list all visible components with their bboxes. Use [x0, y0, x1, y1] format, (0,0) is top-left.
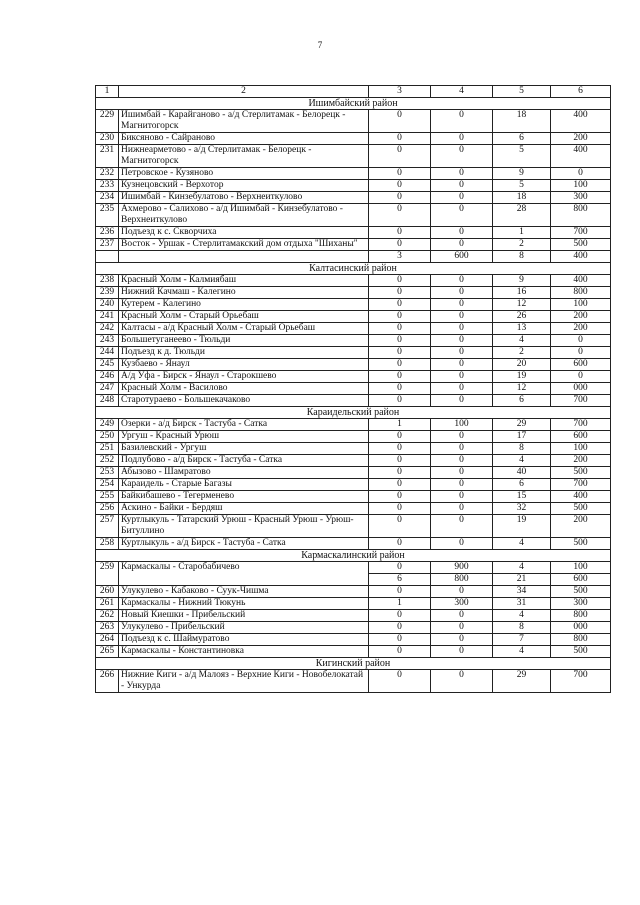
- cell-c6: 400: [551, 491, 611, 503]
- cell-c6: 400: [551, 110, 611, 133]
- cell-c4: 0: [431, 299, 493, 311]
- row-number: 264: [96, 634, 119, 646]
- row-number: 234: [96, 192, 119, 204]
- cell-c4: 0: [431, 371, 493, 383]
- cell-c6: 100: [551, 562, 611, 574]
- cell-c6: 200: [551, 311, 611, 323]
- cell-c6: 200: [551, 515, 611, 538]
- road-name: Большетуганеево - Тюльди: [119, 335, 369, 347]
- table-row: [96, 503, 611, 515]
- road-name: Восток - Уршак - Стерлитамакский дом отдыха "Шиханы": [119, 239, 369, 251]
- cell-c3: 0: [369, 395, 431, 407]
- row-number: 246: [96, 371, 119, 383]
- cell-c3: 0: [369, 383, 431, 395]
- total-row: [96, 251, 611, 263]
- cell-c4: 0: [431, 443, 493, 455]
- section-title: Ишимбайский район: [96, 98, 611, 110]
- cell-c5: 6: [493, 479, 551, 491]
- road-name: Новый Киешки - Прибельский: [119, 610, 369, 622]
- cell-c6: 500: [551, 503, 611, 515]
- cell-c5: 18: [493, 192, 551, 204]
- row-number: 262: [96, 610, 119, 622]
- section-title: Кармаскалинский район: [96, 550, 611, 562]
- road-name: Старотураево - Большекачаково: [119, 395, 369, 407]
- row-number: 241: [96, 311, 119, 323]
- cell-c5: 4: [493, 455, 551, 467]
- section-title: Кигинский район: [96, 658, 611, 670]
- cell-c3: 0: [369, 311, 431, 323]
- row-number: 251: [96, 443, 119, 455]
- row-number: 257: [96, 515, 119, 538]
- cell-c4: 100: [431, 419, 493, 431]
- cell-c3: 0: [369, 239, 431, 251]
- row-number: 229: [96, 110, 119, 133]
- table-row: [96, 491, 611, 503]
- cell-c3: 0: [369, 670, 431, 693]
- section-title: Калтасинский район: [96, 263, 611, 275]
- cell-c4: 0: [431, 168, 493, 180]
- table-row: [96, 133, 611, 145]
- cell-c5: 6: [493, 133, 551, 145]
- cell-c4: 0: [431, 239, 493, 251]
- cell-c6: 600: [551, 431, 611, 443]
- cell-c6: 600: [551, 574, 611, 586]
- cell-c6: 800: [551, 634, 611, 646]
- table-row: [96, 347, 611, 359]
- table-row: [96, 239, 611, 251]
- total-c6: 400: [551, 251, 611, 263]
- table-row: [96, 670, 611, 693]
- cell-c4: 0: [431, 431, 493, 443]
- table-row: [96, 110, 611, 133]
- total-empty: [119, 251, 369, 263]
- road-name: Улукулево - Прибельский: [119, 622, 369, 634]
- cell-c4: 0: [431, 335, 493, 347]
- row-number: 245: [96, 359, 119, 371]
- cell-c4: 0: [431, 622, 493, 634]
- cell-c6: 100: [551, 443, 611, 455]
- cell-c5: 32: [493, 503, 551, 515]
- cell-c6: 0: [551, 335, 611, 347]
- cell-c5: 8: [493, 622, 551, 634]
- cell-c4: 0: [431, 634, 493, 646]
- table-row: [96, 538, 611, 550]
- cell-c4: 0: [431, 467, 493, 479]
- cell-c4: 0: [431, 670, 493, 693]
- cell-c3: 0: [369, 646, 431, 658]
- table-row: [96, 562, 611, 574]
- cell-c4: 0: [431, 610, 493, 622]
- table-row: [96, 311, 611, 323]
- road-name: Петровское - Кузяново: [119, 168, 369, 180]
- table-row: [96, 479, 611, 491]
- table-row: [96, 395, 611, 407]
- section-row: [96, 407, 611, 419]
- cell-c5: 4: [493, 610, 551, 622]
- cell-c4: 300: [431, 598, 493, 610]
- cell-c5: 2: [493, 347, 551, 359]
- cell-c5: 9: [493, 168, 551, 180]
- row-number: 253: [96, 467, 119, 479]
- row-number: 263: [96, 622, 119, 634]
- row-number: 243: [96, 335, 119, 347]
- cell-c3: 0: [369, 275, 431, 287]
- cell-c4: 0: [431, 204, 493, 227]
- row-number: 237: [96, 239, 119, 251]
- row-number: 240: [96, 299, 119, 311]
- cell-c4: 0: [431, 287, 493, 299]
- row-number: 236: [96, 227, 119, 239]
- cell-c5: 26: [493, 311, 551, 323]
- table-row: [96, 192, 611, 204]
- row-number: 250: [96, 431, 119, 443]
- row-number: 238: [96, 275, 119, 287]
- table-row: [96, 180, 611, 192]
- cell-c3: 0: [369, 515, 431, 538]
- header-row: [96, 86, 611, 98]
- cell-c5: 29: [493, 419, 551, 431]
- row-number: 265: [96, 646, 119, 658]
- cell-c3: 0: [369, 168, 431, 180]
- total-c3: 3: [369, 251, 431, 263]
- cell-c6: 200: [551, 323, 611, 335]
- cell-c5: 19: [493, 371, 551, 383]
- cell-c5: 12: [493, 383, 551, 395]
- cell-c4: 0: [431, 145, 493, 168]
- cell-c4: 0: [431, 311, 493, 323]
- cell-c3: 0: [369, 347, 431, 359]
- row-number: 248: [96, 395, 119, 407]
- table-row: [96, 419, 611, 431]
- cell-c6: 500: [551, 467, 611, 479]
- cell-c5: 13: [493, 323, 551, 335]
- road-name: Базилевский - Ургуш: [119, 443, 369, 455]
- cell-c3: 0: [369, 145, 431, 168]
- section-row: [96, 658, 611, 670]
- table-row: [96, 431, 611, 443]
- cell-c5: 19: [493, 515, 551, 538]
- row-number: 256: [96, 503, 119, 515]
- cell-c3: 1: [369, 598, 431, 610]
- table-row: [96, 455, 611, 467]
- cell-c5: 2: [493, 239, 551, 251]
- cell-c3: 0: [369, 227, 431, 239]
- cell-c3: 0: [369, 192, 431, 204]
- cell-c6: 000: [551, 622, 611, 634]
- road-name: Куртлыкуль - а/д Бирск - Тастуба - Сатка: [119, 538, 369, 550]
- cell-c5: 21: [493, 574, 551, 586]
- row-number: 259: [96, 562, 119, 586]
- cell-c6: 100: [551, 299, 611, 311]
- road-name: А/д Уфа - Бирск - Янаул - Старокшево: [119, 371, 369, 383]
- road-name: Калтасы - а/д Красный Холм - Старый Орьебаш: [119, 323, 369, 335]
- cell-c5: 1: [493, 227, 551, 239]
- table-row: [96, 275, 611, 287]
- table-row: [96, 467, 611, 479]
- table-row: [96, 335, 611, 347]
- cell-c5: 4: [493, 646, 551, 658]
- cell-c3: 0: [369, 133, 431, 145]
- cell-c6: 0: [551, 168, 611, 180]
- road-name: Подъезд к с. Шаймуратово: [119, 634, 369, 646]
- cell-c6: 500: [551, 538, 611, 550]
- road-name: Ишимбай - Кинзебулатово - Верхнеиткулово: [119, 192, 369, 204]
- cell-c4: 0: [431, 192, 493, 204]
- cell-c3: 6: [369, 574, 431, 586]
- cell-c5: 28: [493, 204, 551, 227]
- road-name: Красный Холм - Калмиябаш: [119, 275, 369, 287]
- table-row: [96, 646, 611, 658]
- cell-c6: 200: [551, 133, 611, 145]
- total-c5: 8: [493, 251, 551, 263]
- row-number: 235: [96, 204, 119, 227]
- cell-c3: 0: [369, 503, 431, 515]
- row-number: 255: [96, 491, 119, 503]
- row-number: 232: [96, 168, 119, 180]
- cell-c6: 300: [551, 192, 611, 204]
- road-name: Красный Холм - Старый Орьебаш: [119, 311, 369, 323]
- cell-c4: 0: [431, 323, 493, 335]
- cell-c3: 0: [369, 455, 431, 467]
- cell-c4: 0: [431, 347, 493, 359]
- cell-c4: 0: [431, 395, 493, 407]
- road-name: Абызово - Шамратово: [119, 467, 369, 479]
- cell-c6: 000: [551, 383, 611, 395]
- row-number: 242: [96, 323, 119, 335]
- cell-c4: 0: [431, 515, 493, 538]
- row-number: 266: [96, 670, 119, 693]
- column-header: 3: [369, 86, 431, 98]
- row-number: 244: [96, 347, 119, 359]
- road-name: Аскино - Байки - Бердяш: [119, 503, 369, 515]
- row-number: 231: [96, 145, 119, 168]
- total-c4: 600: [431, 251, 493, 263]
- cell-c6: 600: [551, 359, 611, 371]
- road-name: Кармаскалы - Старобабичево: [119, 562, 369, 586]
- cell-c3: 0: [369, 110, 431, 133]
- cell-c3: 0: [369, 610, 431, 622]
- cell-c3: 0: [369, 538, 431, 550]
- row-number: 249: [96, 419, 119, 431]
- cell-c6: 700: [551, 227, 611, 239]
- cell-c6: 500: [551, 586, 611, 598]
- cell-c3: 0: [369, 491, 431, 503]
- cell-c3: 0: [369, 299, 431, 311]
- cell-c3: 0: [369, 634, 431, 646]
- section-row: [96, 263, 611, 275]
- cell-c3: 0: [369, 287, 431, 299]
- road-name: Кармаскалы - Константиновка: [119, 646, 369, 658]
- cell-c5: 16: [493, 287, 551, 299]
- road-name: Кармаскалы - Нижний Тюкунь: [119, 598, 369, 610]
- cell-c6: 200: [551, 455, 611, 467]
- cell-c5: 5: [493, 145, 551, 168]
- column-header: 1: [96, 86, 119, 98]
- road-name: Байкибашево - Тегерменево: [119, 491, 369, 503]
- cell-c3: 0: [369, 562, 431, 574]
- road-name: Кузбаево - Янаул: [119, 359, 369, 371]
- cell-c6: 0: [551, 371, 611, 383]
- table-row: [96, 586, 611, 598]
- cell-c3: 0: [369, 335, 431, 347]
- cell-c4: 0: [431, 227, 493, 239]
- cell-c4: 0: [431, 503, 493, 515]
- cell-c3: 0: [369, 371, 431, 383]
- row-number: 254: [96, 479, 119, 491]
- cell-c3: 0: [369, 431, 431, 443]
- cell-c5: 15: [493, 491, 551, 503]
- cell-c3: 0: [369, 586, 431, 598]
- cell-c6: 300: [551, 598, 611, 610]
- cell-c5: 6: [493, 395, 551, 407]
- cell-c6: 800: [551, 610, 611, 622]
- cell-c5: 4: [493, 335, 551, 347]
- road-name: Кузнецовский - Верхотор: [119, 180, 369, 192]
- cell-c5: 34: [493, 586, 551, 598]
- cell-c4: 0: [431, 646, 493, 658]
- row-number: 230: [96, 133, 119, 145]
- cell-c5: 4: [493, 538, 551, 550]
- cell-c5: 29: [493, 670, 551, 693]
- row-number: 239: [96, 287, 119, 299]
- road-name: Нижние Киги - а/д Малояз - Верхние Киги - Новобелокатай - Ункурда: [119, 670, 369, 693]
- table-row: [96, 168, 611, 180]
- road-name: Подъезд к с. Скворчиха: [119, 227, 369, 239]
- road-name: Подъезд к д. Тюльди: [119, 347, 369, 359]
- column-header: 2: [119, 86, 369, 98]
- road-name: Биксяново - Сайраново: [119, 133, 369, 145]
- road-name: Ургуш - Красный Урюш: [119, 431, 369, 443]
- table-row: [96, 359, 611, 371]
- cell-c4: 0: [431, 133, 493, 145]
- table-row: [96, 227, 611, 239]
- column-header: 4: [431, 86, 493, 98]
- page-number: 7: [317, 40, 323, 50]
- cell-c5: 7: [493, 634, 551, 646]
- cell-c6: 500: [551, 646, 611, 658]
- table-row: [96, 299, 611, 311]
- road-name: Улукулево - Кабаково - Суук-Чишма: [119, 586, 369, 598]
- cell-c4: 0: [431, 455, 493, 467]
- road-name: Караидель - Старые Багазы: [119, 479, 369, 491]
- table-row: [96, 598, 611, 610]
- cell-c3: 0: [369, 323, 431, 335]
- road-name: Подлубово - а/д Бирск - Тастуба - Сатка: [119, 455, 369, 467]
- table-row: [96, 145, 611, 168]
- row-number: 247: [96, 383, 119, 395]
- cell-c5: 20: [493, 359, 551, 371]
- cell-c3: 0: [369, 467, 431, 479]
- cell-c5: 18: [493, 110, 551, 133]
- cell-c4: 0: [431, 275, 493, 287]
- cell-c6: 700: [551, 479, 611, 491]
- cell-c5: 4: [493, 562, 551, 574]
- cell-c4: 0: [431, 110, 493, 133]
- cell-c5: 8: [493, 443, 551, 455]
- road-name: Кутерем - Калегино: [119, 299, 369, 311]
- cell-c6: 500: [551, 239, 611, 251]
- cell-c5: 5: [493, 180, 551, 192]
- cell-c6: 700: [551, 395, 611, 407]
- row-number: 260: [96, 586, 119, 598]
- table-row: [96, 622, 611, 634]
- cell-c4: 0: [431, 359, 493, 371]
- table-row: [96, 443, 611, 455]
- cell-c6: 100: [551, 180, 611, 192]
- roads-table: [95, 85, 611, 693]
- table-row: [96, 323, 611, 335]
- table-row: [96, 634, 611, 646]
- cell-c4: 0: [431, 383, 493, 395]
- cell-c3: 0: [369, 622, 431, 634]
- cell-c5: 9: [493, 275, 551, 287]
- cell-c6: 0: [551, 347, 611, 359]
- table-row: [96, 204, 611, 227]
- road-name: Куртлыкуль - Татарский Урюш - Красный Урюш - Урюш-Битуллино: [119, 515, 369, 538]
- cell-c6: 800: [551, 287, 611, 299]
- cell-c6: 700: [551, 419, 611, 431]
- cell-c5: 17: [493, 431, 551, 443]
- column-header: 5: [493, 86, 551, 98]
- cell-c3: 0: [369, 180, 431, 192]
- section-row: [96, 98, 611, 110]
- cell-c4: 0: [431, 586, 493, 598]
- cell-c4: 0: [431, 491, 493, 503]
- cell-c5: 31: [493, 598, 551, 610]
- road-name: Нижнеарметово - а/д Стерлитамак - Белорецк - Магнитогорск: [119, 145, 369, 168]
- cell-c4: 0: [431, 538, 493, 550]
- column-header: 6: [551, 86, 611, 98]
- row-number: 261: [96, 598, 119, 610]
- section-title: Караидельский район: [96, 407, 611, 419]
- table-row: [96, 383, 611, 395]
- road-name: Ахмерово - Салихово - а/д Ишимбай - Кинзебулатово - Верхнеиткулово: [119, 204, 369, 227]
- cell-c3: 0: [369, 359, 431, 371]
- cell-c3: 1: [369, 419, 431, 431]
- cell-c3: 0: [369, 204, 431, 227]
- cell-c6: 400: [551, 145, 611, 168]
- cell-c3: 0: [369, 443, 431, 455]
- table-row: [96, 610, 611, 622]
- row-number: 258: [96, 538, 119, 550]
- cell-c6: 400: [551, 275, 611, 287]
- row-number: 252: [96, 455, 119, 467]
- table-row: [96, 287, 611, 299]
- cell-c4: 900: [431, 562, 493, 574]
- cell-c4: 0: [431, 180, 493, 192]
- cell-c4: 800: [431, 574, 493, 586]
- row-number: 233: [96, 180, 119, 192]
- cell-c6: 800: [551, 204, 611, 227]
- cell-c5: 12: [493, 299, 551, 311]
- road-name: Красный Холм - Василово: [119, 383, 369, 395]
- cell-c4: 0: [431, 479, 493, 491]
- section-row: [96, 550, 611, 562]
- road-name: Ишимбай - Карайганово - а/д Стерлитамак - Белорецк - Магнитогорск: [119, 110, 369, 133]
- total-empty: [96, 251, 119, 263]
- table-row: [96, 515, 611, 538]
- cell-c5: 40: [493, 467, 551, 479]
- cell-c3: 0: [369, 479, 431, 491]
- table-row: [96, 371, 611, 383]
- road-name: Озерки - а/д Бирск - Тастуба - Сатка: [119, 419, 369, 431]
- cell-c6: 700: [551, 670, 611, 693]
- road-name: Нижний Качмаш - Калегино: [119, 287, 369, 299]
